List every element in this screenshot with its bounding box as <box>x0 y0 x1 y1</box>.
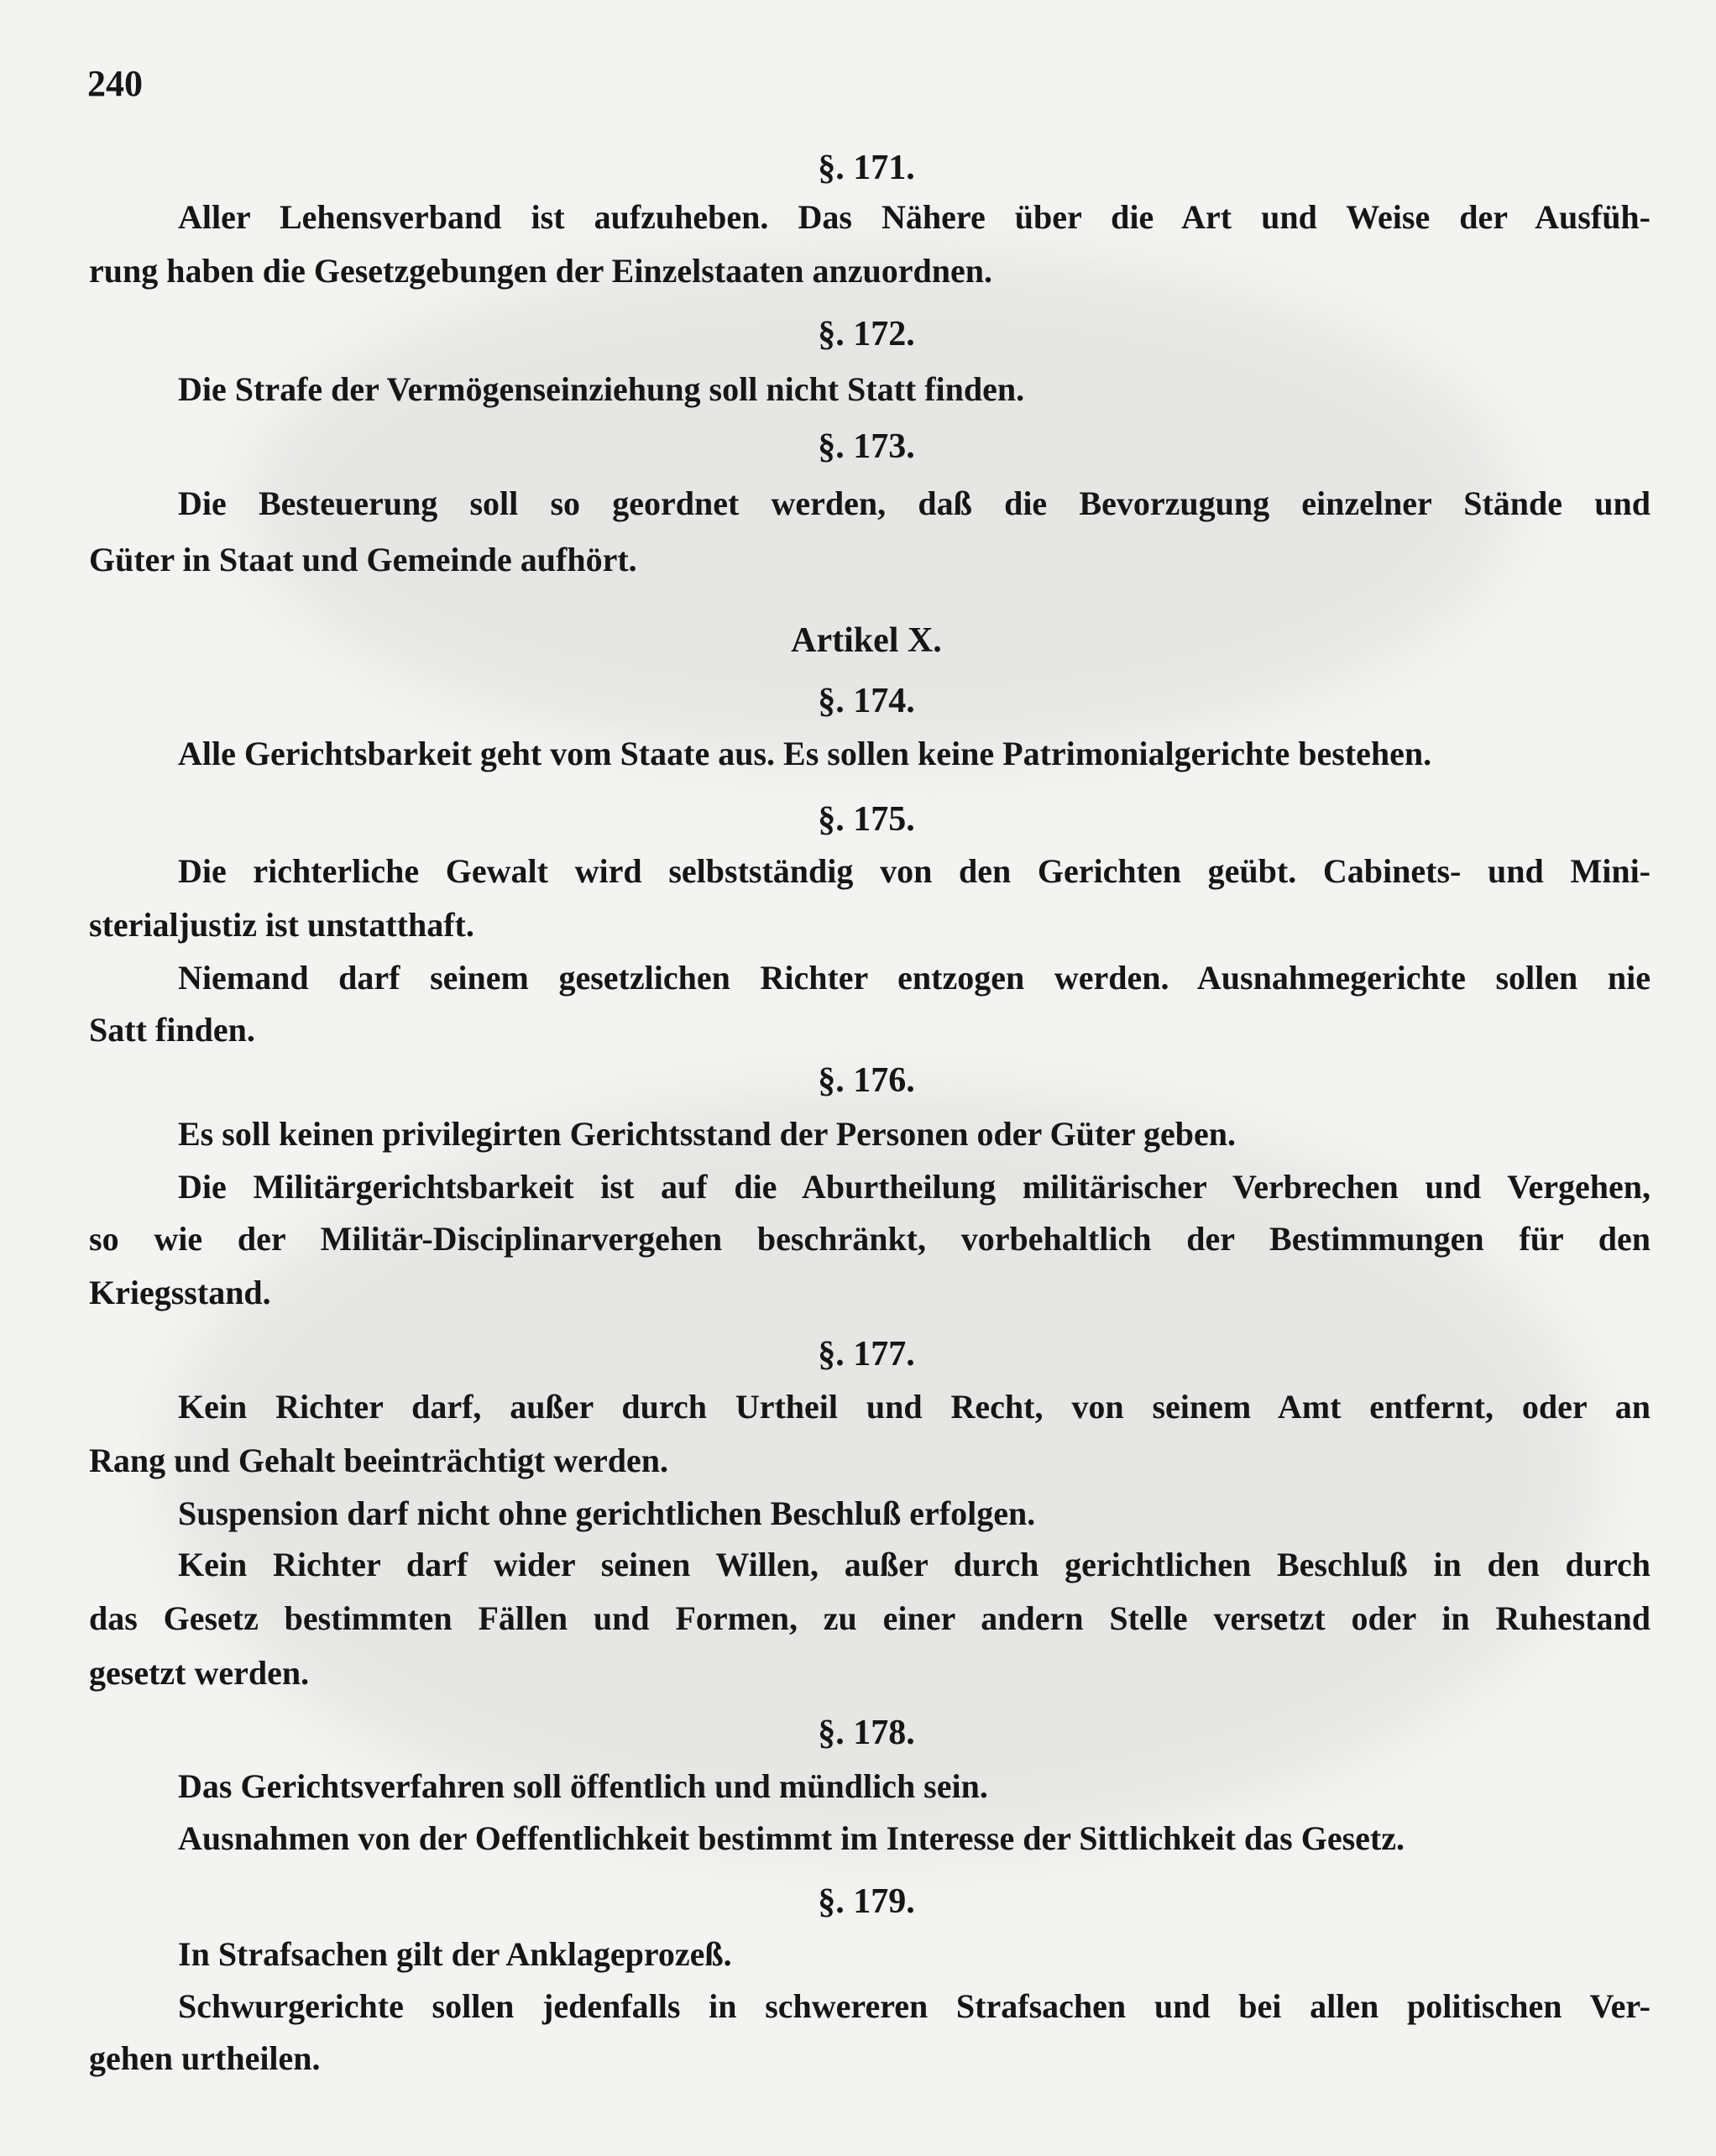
text-line: Satt finden. <box>89 1011 255 1049</box>
text-line: Kein Richter darf wider seinen Willen, außer durch gerichtlichen Beschluß in den durch <box>178 1546 1651 1583</box>
text-line: Alle Gerichtsbarkeit geht vom Staate aus. Es sollen keine Patrimonialgerichte bestehen. <box>178 735 1432 772</box>
text-line: Kein Richter darf, außer durch Urtheil und Recht, von seinem Amt entfernt, oder an <box>178 1388 1651 1426</box>
text-line: Die richterliche Gewalt wird selbstständig von den Gerichten geübt. Cabinets- und Mini- <box>178 852 1651 890</box>
section-heading: §. 178. <box>818 1714 915 1752</box>
text-line: Es soll keinen privilegirten Gerichtsstand der Personen oder Güter geben. <box>178 1115 1236 1153</box>
text-line: gehen urtheilen. <box>89 2039 321 2077</box>
section-heading: §. 173. <box>818 427 915 466</box>
text-line: Güter in Staat und Gemeinde aufhört. <box>89 541 637 578</box>
text-line: Das Gerichtsverfahren soll öffentlich und mündlich sein. <box>178 1767 988 1805</box>
section-heading: Artikel X. <box>791 621 942 660</box>
section-heading: §. 176. <box>818 1061 915 1100</box>
text-line: gesetzt werden. <box>89 1654 310 1692</box>
text-line: Schwurgerichte sollen jedenfalls in schwereren Strafsachen und bei allen politischen Ver- <box>178 1987 1651 2025</box>
text-line: das Gesetz bestimmten Fällen und Formen, zu einer andern Stelle versetzt oder in Ruhestand <box>89 1599 1651 1637</box>
section-heading: §. 179. <box>818 1882 915 1921</box>
section-heading: §. 177. <box>818 1335 915 1374</box>
page-number: 240 <box>87 63 143 104</box>
text-line: Die Militärgerichtsbarkeit ist auf die Aburtheilung militärischer Verbrechen und Vergehen, <box>178 1168 1651 1206</box>
text-line: Niemand darf seinem gesetzlichen Richter entzogen werden. Ausnahmegerichte sollen nie <box>178 959 1651 997</box>
text-line: Kriegsstand. <box>89 1274 271 1311</box>
section-heading: §. 171. <box>818 149 915 187</box>
text-line: Aller Lehensverband ist aufzuheben. Das Nähere über die Art und Weise der Ausfüh- <box>178 198 1651 236</box>
text-line: sterialjustiz ist unstatthaft. <box>89 906 474 944</box>
text-line: Die Strafe der Vermögenseinziehung soll nicht Statt finden. <box>178 370 1025 408</box>
text-line: so wie der Militär-Disciplinarvergehen beschränkt, vorbehaltlich der Bestimmungen für den <box>89 1220 1651 1258</box>
text-line: Ausnahmen von der Oeffentlichkeit bestimmt im Interesse der Sittlichkeit das Gesetz. <box>178 1819 1405 1857</box>
text-line: In Strafsachen gilt der Anklageprozeß. <box>178 1935 732 1973</box>
section-heading: §. 175. <box>818 800 915 839</box>
text-line: Rang und Gehalt beeinträchtigt werden. <box>89 1442 668 1479</box>
text-line: Die Besteuerung soll so geordnet werden, daß die Bevorzugung einzelner Stände und <box>178 484 1651 522</box>
text-line: rung haben die Gesetzgebungen der Einzelstaaten anzuordnen. <box>89 252 992 290</box>
section-heading: §. 174. <box>818 682 915 720</box>
text-line: Suspension darf nicht ohne gerichtlichen Beschluß erfolgen. <box>178 1494 1036 1532</box>
section-heading: §. 172. <box>818 315 915 353</box>
